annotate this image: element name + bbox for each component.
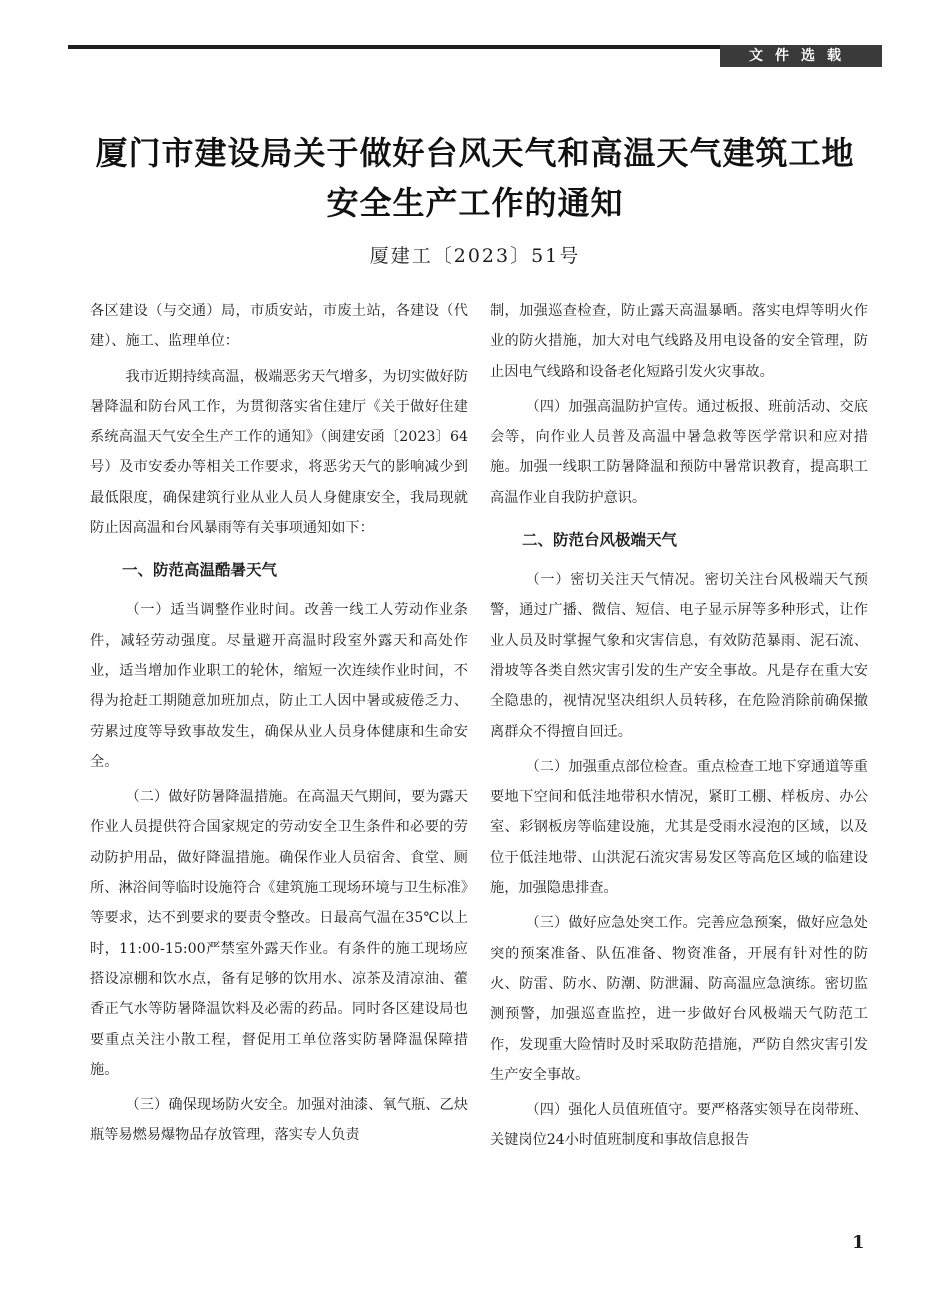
- addressee: 各区建设（与交通）局，市质安站，市废土站，各建设（代建）、施工、监理单位：: [90, 303, 468, 350]
- section-heading-typhoon: 二、防范台风极端天气: [522, 531, 678, 550]
- title-line-2: 安全生产工作的通知: [326, 184, 624, 222]
- paragraph-heat-1: （一）适当调整作业时间。改善一线工人劳动作业条件，减轻劳动强度。尽量避开高温时段室外露天和高处作业，适当增加作业职工的轮休，缩短一次连续作业时间，不得为抢赶工期随意加班加点，防止工人因中暑或疲倦乏力、劳累过度等导致事故发生，确保从业人员身体健康和生命安全。: [90, 602, 468, 770]
- paragraph-heat-3-continued: 制，加强巡查检查，防止露天高温暴晒。落实电焊等明火作业的防火措施，加大对电气线路及用电设备的安全管理，防止因电气线路和设备老化短路引发火灾事故。: [490, 303, 868, 380]
- left-column: [90, 296, 468, 1156]
- section-heading-heat: 一、防范高温酷暑天气: [122, 561, 278, 580]
- paragraph-typhoon-1: （一）密切关注天气情况。密切关注台风极端天气预警，通过广播、微信、短信、电子显示屏等多种形式，让作业人员及时掌握气象和灾害信息，有效防范暴雨、泥石流、滑坡等各类自然灾害引发的生产安全事故。凡是存在重大安全隐患的，视情况坚决组织人员转移，在危险消除前确保撤离群众不得擅自回迁。: [490, 572, 868, 740]
- title-line-1: 厦门市建设局关于做好台风天气和高温天气建筑工地: [95, 134, 855, 172]
- paragraph-heat-4: （四）加强高温防护宣传。通过板报、班前活动、交底会等，向作业人员普及高温中暑急救等医学常识和应对措施。加强一线职工防暑降温和预防中暑常识教育，提高职工高温作业自我防护意识。: [490, 398, 868, 506]
- right-column: [490, 296, 868, 1161]
- section-tab: 文件选载: [720, 45, 882, 67]
- document-number: 厦建工〔2023〕51号: [369, 245, 581, 267]
- document-title: [40, 128, 910, 228]
- paragraph-typhoon-4: （四）强化人员值班值守。要严格落实领导在岗带班、关键岗位24小时值班制度和事故信息报告: [490, 1102, 868, 1149]
- paragraph-typhoon-3: （三）做好应急处突工作。完善应急预案，做好应急处突的预案准备、队伍准备、物资准备，开展有针对性的防火、防雷、防水、防潮、防泄漏、防高温应急演练。密切监测预警，加强巡查监控，进一步做好台风极端天气防范工作，发现重大险情时及时采取防范措施，严防自然灾害引发生产安全事故。: [490, 915, 868, 1083]
- intro-paragraph: 我市近期持续高温，极端恶劣天气增多，为切实做好防暑降温和防台风工作，为贯彻落实省住建厅《关于做好住建系统高温天气安全生产工作的通知》（闽建安函〔2023〕64号）及市安委办等相关工作要求，将恶劣天气的影响减少到最低限度，确保建筑行业从业人员人身健康安全，我局现就防止因高温和台风暴雨等有关事项通知如下：: [90, 368, 468, 537]
- paragraph-heat-2: （二）做好防暑降温措施。在高温天气期间，要为露天作业人员提供符合国家规定的劳动安全卫生条件和必要的劳动防护用品，做好降温措施。确保作业人员宿舍、食堂、厕所、淋浴间等临时设施符合《建筑施工现场环境与卫生标准》等要求，达不到要求的要责令整改。日最高气温在35℃以上时，11:00-15:00严禁室外露天作业。有条件的施工现场应搭设凉棚和饮水点，备有足够的饮用水、凉茶及清凉油、藿香正气水等防暑降温饮料及必需的药品。同时各区建设局也要重点关注小散工程，督促用工单位落实防暑降温保障措施。: [90, 789, 468, 1078]
- paragraph-heat-3: （三）确保现场防火安全。加强对油漆、氧气瓶、乙炔瓶等易燃易爆物品存放管理，落实专人负责: [90, 1097, 468, 1144]
- page-number: 1: [852, 1232, 865, 1253]
- paragraph-typhoon-2: （二）加强重点部位检查。重点检查工地下穿通道等重要地下空间和低洼地带积水情况，紧盯工棚、样板房、办公室、彩钢板房等临建设施，尤其是受雨水浸泡的区域，以及位于低洼地带、山洪泥石流灾害易发区等高危区域的临建设施，加强隐患排查。: [490, 758, 868, 897]
